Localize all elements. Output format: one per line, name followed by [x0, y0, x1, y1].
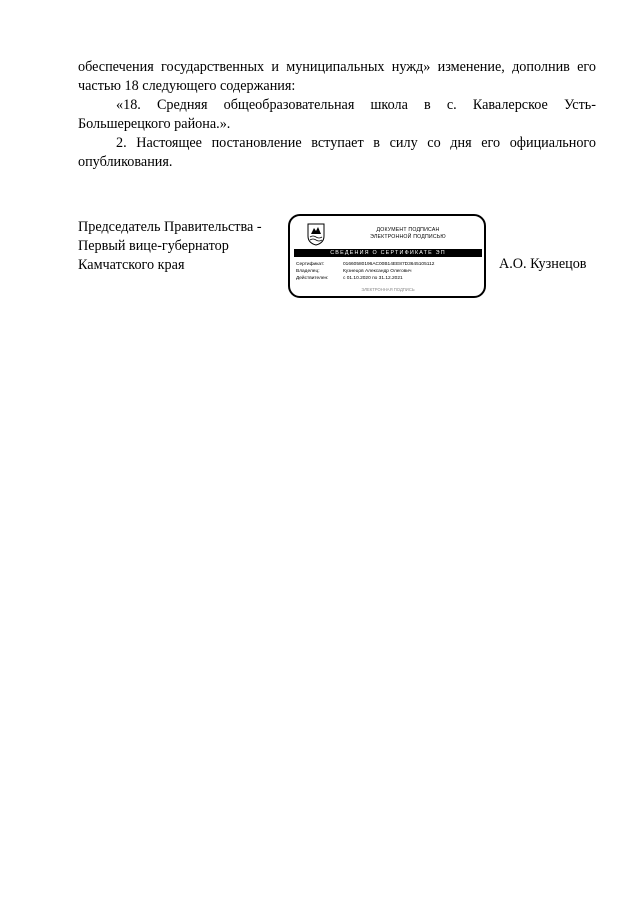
stamp-footer: ЭЛЕКТРОННАЯ ПОДПИСЬ	[361, 287, 415, 292]
paragraph-effective-date: 2. Настоящее постановление вступает в силу со дня его официального опубликования.	[78, 135, 596, 170]
signer-position-line: Председатель Правительства -	[78, 219, 262, 235]
stamp-row-label: Владелец:	[296, 269, 320, 274]
stamp-row-label: Сертификат:	[296, 262, 325, 267]
stamp-row-validity	[296, 275, 482, 282]
stamp-title-line: ЭЛЕКТРОННОЙ ПОДПИСЬЮ	[370, 234, 446, 240]
signer-position-line: Камчатского края	[78, 257, 185, 273]
stamp-row-value: 01660580196AC00B14EE87D3645105112	[343, 262, 435, 267]
signer-name: А.О. Кузнецов	[499, 256, 587, 272]
stamp-title-line: ДОКУМЕНТ ПОДПИСАН	[376, 227, 440, 233]
stamp-row-owner	[296, 268, 482, 275]
electronic-signature-stamp	[288, 214, 486, 298]
stamp-row-label: Действителен:	[296, 276, 329, 281]
stamp-title	[336, 227, 480, 241]
stamp-row-value: с 01.10.2020 по 31.12.2021	[343, 276, 403, 281]
stamp-details	[296, 261, 482, 282]
stamp-row-certificate	[296, 261, 482, 268]
paragraph-item-18: «18. Средняя общеобразовательная школа в с. Кавалерское Усть-Большерецкого района.».	[78, 97, 596, 132]
paragraph-continuation: обеспечения государственных и муниципальных нужд» изменение, дополнив его частью 18 следующего содержания:	[78, 59, 596, 94]
signer-position-line: Первый вице-губернатор	[78, 238, 229, 254]
stamp-header-bar: СВЕДЕНИЯ О СЕРТИФИКАТЕ ЭП	[294, 249, 482, 257]
signer-position	[78, 218, 262, 275]
stamp-row-value: Кузнецов Александр Олегович	[343, 269, 412, 274]
coat-of-arms-icon	[307, 222, 325, 246]
document-body	[78, 58, 596, 172]
